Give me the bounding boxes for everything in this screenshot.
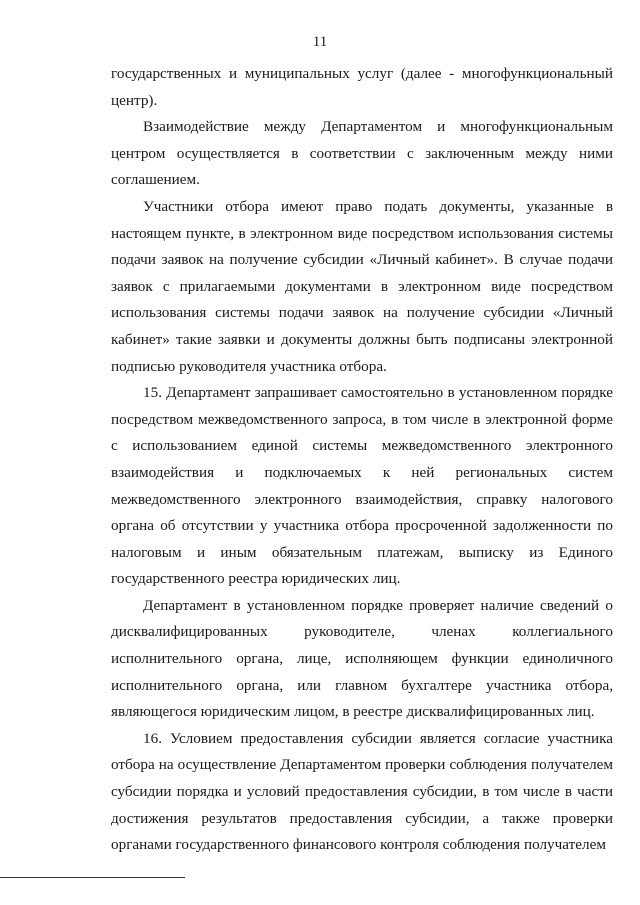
document-body [111,61,613,859]
paragraph-4: 15. Департамент запрашивает самостоятельно в установленном порядке посредством межведомственного запроса, в том числе в электронной форме с использованием единой системы межведомственного электронного взаимодействия и подключаемых к ней региональных систем межведомственного электронного взаимодействия, справку налогового органа об отсутствии у участника отбора просроченной задолженности по налоговым и иным обязательным платежам, выписку из Единого государственного реестра юридических лиц. [111,384,613,588]
paragraph-1: государственных и муниципальных услуг (далее - многофункциональный центр). [111,65,613,109]
paragraph-6: 16. Условием предоставления субсидии является согласие участника отбора на осуществление Департаментом проверки соблюдения получателем субсидии порядка и условий предоставления субсидии, в том числе в части достижения результатов предоставления субсидии, а также проверки органами государственного финансового контроля соблюдения получателем [111,729,613,854]
page-number: 11 [312,34,328,50]
paragraph-3: Участники отбора имеют право подать документы, указанные в настоящем пункте, в электронном виде посредством использования системы подачи заявок на получение субсидии «Личный кабинет». В случае подачи заявок с прилагаемыми документами в электронном виде посредством использования системы подачи заявок на получение субсидии «Личный кабинет» такие заявки и документы должны быть подписаны электронной подписью руководителя участника отбора. [111,197,613,375]
paragraph-5: Департамент в установленном порядке проверяет наличие сведений о дисквалифицированных руководителе, членах коллегиального исполнительного органа, лице, исполняющем функции единоличного исполнительного органа, или главном бухгалтере участника отбора, являющегося юридическим лицом, в реестре дисквалифицированных лиц. [111,596,613,721]
paragraph-2: Взаимодействие между Департаментом и многофункциональным центром осуществляется в соответствии с заключенным между ними соглашением. [111,118,613,189]
footnote-separator [0,877,185,878]
